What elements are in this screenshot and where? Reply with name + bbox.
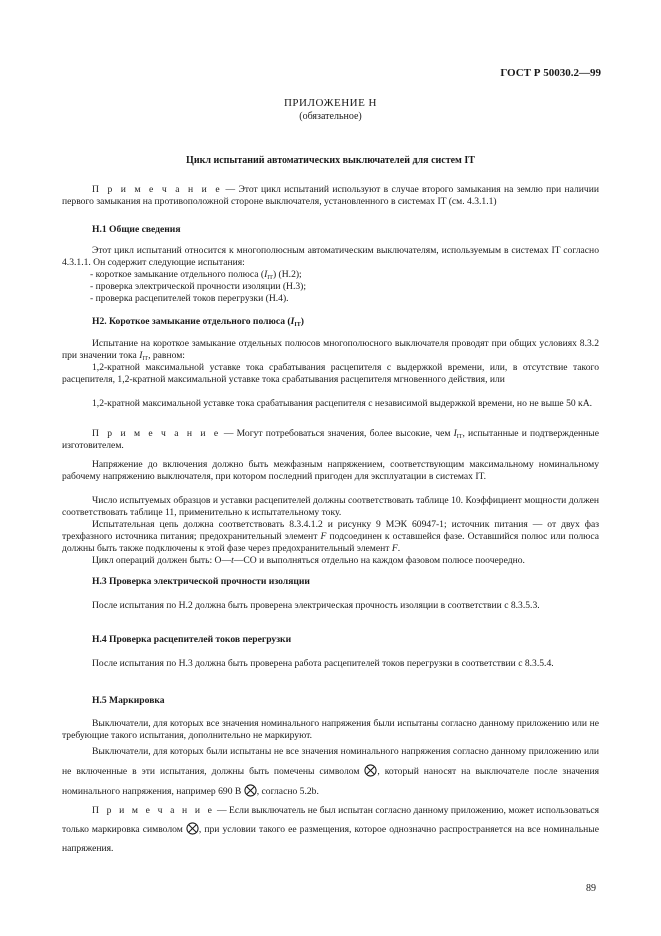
note-text: — Этот цикл испытаний используют в случае второго замыкания на землю при наличии первого замыкания на противоположной стороне выключателя, установленного в системах IT (см. 4.3.1.1) <box>62 184 599 207</box>
section-h1-heading: Н.1 Общие сведения <box>92 224 181 235</box>
section-h4-p1: После испытания по Н.3 должна быть проверена работа расцепителей токов перегрузки в соответствии с 8.3.5.4. <box>92 658 554 669</box>
section-h2-p2: 1,2-кратной максимальной уставке тока срабатывания расцепителя с выдержкой времени, или, в отсутствие такого расцепителя, 1,2-кратной максимальной уставке тока срабатывания расцепителя мгновенного действия, или <box>62 362 599 385</box>
section-h2-p6: Испытательная цепь должна соответствовать 8.3.4.1.2 и рисунку 9 МЭК 60947-1; источник питания — от двух фаз трехфазного источника питания; предохранительный элемент F подсоединен к оставшейся фазе. Оставшийся полюс или полюса должны быть также подключены к этой фазе через предохранительный элемент F. <box>62 519 599 554</box>
section-h5-p2: Выключатели, для которых были испытаны не все значения номинального напряжения согласно данному приложению или не включенные в эти испытания, должны быть помечены символом , который наносят на выключателе после значения номинального напряжения, например 690 В , согласно 5.2b. <box>62 746 599 797</box>
circled-x-icon <box>364 764 377 777</box>
note-label: П р и м е ч а н и е <box>92 184 223 195</box>
section-h2-p7: Цикл операций должен быть: О—t—СО и выполняться отдельно на каждом фазовом полюсе поочередно. <box>92 555 525 566</box>
section-h2-p3: 1,2-кратной максимальной уставке тока срабатывания расцепителя с независимой выдержкой времени, но не выше 50 кА. <box>92 398 593 409</box>
section-h1-intro: Этот цикл испытаний относится к многополюсным автоматическим выключателям, используемым в системах IT согласно 4.3.1.1. Он содержит следующие испытания: <box>62 245 599 268</box>
standard-designation: ГОСТ Р 50030.2—99 <box>500 67 601 79</box>
test-list-item: - короткое замыкание отдельного полюса $(I_{IT})$ (Н.2); <box>90 269 302 281</box>
section-h2-p5: Число испытуемых образцов и уставки расцепителей должны соответствовать таблице 10. Коэффициент мощности должен соответствовать таблице 11, применительно к испытательному току. <box>62 495 599 518</box>
test-list-item: - проверка расцепителей токов перегрузки (Н.4). <box>90 293 289 304</box>
document-title: Цикл испытаний автоматических выключателей для систем IT <box>186 155 475 166</box>
section-h5-heading: Н.5 Маркировка <box>92 695 165 706</box>
section-h3-heading: Н.3 Проверка электрической прочности изоляции <box>92 576 310 587</box>
section-h2-heading: Н2. Короткое замыкание отдельного полюса $(I_{IT})$ <box>92 316 304 328</box>
section-h3-p1: После испытания по Н.2 должна быть проверена электрическая прочность изоляции в соответствии с 8.3.5.3. <box>92 600 540 611</box>
section-h4-heading: Н.4 Проверка расцепителей токов перегрузки <box>92 634 292 645</box>
section-h2-p4: Напряжение до включения должно быть межфазным напряжением, соответствующим максимальному номинальному рабочему напряжению выключателя, при котором последний пригоден для эксплуатации в системах IT. <box>62 459 599 482</box>
test-list-item: - проверка электрической прочности изоляции (Н.3); <box>90 281 307 292</box>
section-h5-note: П р и м е ч а н и е — Если выключатель не был испытан согласно данному приложению, может использоваться только маркировка символом , при условии такого ее размещения, которое однозначно распространяется на все номинальные напряжения. <box>62 805 599 854</box>
circled-x-icon <box>186 822 199 835</box>
section-h2-note: П р и м е ч а н и е — Могут потребоваться значения, более высокие, чем $I_{IT}$, испытанные и подтвержденные изготовителем. <box>62 428 599 451</box>
appendix-title: ПРИЛОЖЕНИЕ Н <box>283 97 377 109</box>
circled-x-icon <box>244 784 257 797</box>
section-h2-p1: Испытание на короткое замыкание отдельных полюсов многополюсного выключателя проводят при общих условиях 8.3.2 при значении тока $I_{IT}$, равном: <box>62 338 599 362</box>
appendix-subtitle: (обязательное) <box>299 111 362 122</box>
intro-note <box>62 184 599 208</box>
page-number: 89 <box>586 883 596 894</box>
section-h5-p1: Выключатели, для которых все значения номинального напряжения были испытаны согласно данному приложению или не требующие такого испытания, дополнительно не маркируют. <box>62 718 599 741</box>
